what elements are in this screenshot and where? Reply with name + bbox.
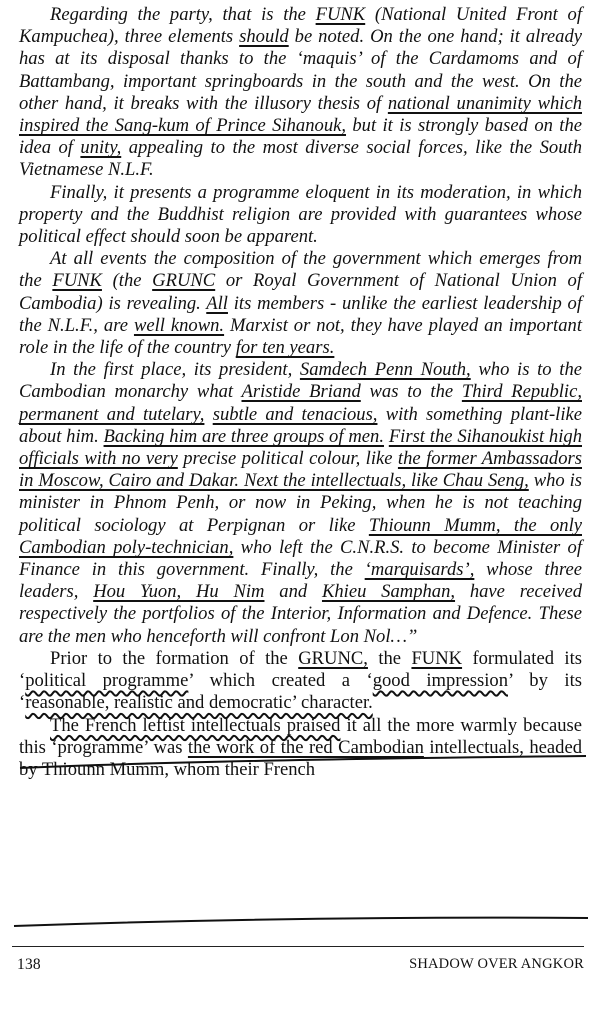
text-run: Marxist or not, they have played an important role in the life of the country xyxy=(19,314,582,359)
quote-paragraph-4 xyxy=(19,359,582,648)
text-run: precise political colour, like xyxy=(177,448,398,470)
quote-paragraph-1 xyxy=(19,4,582,182)
underlined-funk: FUNK xyxy=(411,647,463,669)
underlined-permanent-tutelary: permanent and tutelary, xyxy=(19,403,205,425)
text-run: intellectuals, headed by Thiounn Mumm, whom their French xyxy=(19,736,582,780)
underlined-subtle-tenacious: subtle and tenacious, xyxy=(212,403,378,425)
underlined-marquisards: ‘marquisards’, xyxy=(364,559,475,581)
underlined-for-ten-years: for ten years. xyxy=(235,337,335,359)
underlined-reasonable-realistic: reasonable, realistic and democratic’ character. xyxy=(25,692,373,714)
body-text xyxy=(19,4,582,781)
underlined-funk: FUNK xyxy=(52,270,102,292)
underlined-work-of-red-cambodian: the work of the red Cambodian xyxy=(187,736,424,758)
underlined-political-programme: political programme xyxy=(25,670,189,692)
text-run: its members - unlike the earliest leadership of the N.L.F., are xyxy=(19,292,582,336)
text-run: ’ which created a ‘ xyxy=(188,670,373,692)
quote-paragraph-3 xyxy=(19,248,582,359)
underlined-well-known: well known. xyxy=(133,314,225,336)
text-run: who left the C.N.R.S. to become Minister of Finance in this government. Finally, the xyxy=(19,536,582,581)
underlined-should: should xyxy=(239,26,289,48)
pen-underline-mark xyxy=(14,918,588,926)
underlined-funk: FUNK xyxy=(315,4,366,25)
underlined-good-impression: good impression xyxy=(372,670,508,692)
text-run: with something plant-like about him. xyxy=(19,403,583,447)
text-run xyxy=(204,404,212,425)
quote-paragraph-2: Finally, it presents a programme eloquent in its moderation, in which property and the Buddhist religion are provided with guarantees whose political effect should soon be apparent. xyxy=(19,181,582,248)
text-run: it all the more warmly because this ‘programme’ was xyxy=(19,714,582,758)
underlined-grunc: GRUNC, xyxy=(298,647,368,669)
underlined-unity: unity, xyxy=(80,137,122,159)
text-run: Regarding the party, that is the xyxy=(50,4,316,25)
text-run: ’ by its ‘ xyxy=(19,670,582,714)
text-run: Prior to the formation of the xyxy=(50,647,299,669)
underlined-samdech-penn-nouth: Samdech Penn Nouth, xyxy=(299,359,471,381)
underlined-grunc: GRUNC xyxy=(152,270,216,292)
underlined-aristide-briand: Aristide Briand xyxy=(241,381,361,403)
text-run: or Royal Government of National Union of Cambodia) is revealing. xyxy=(19,270,582,314)
page-footer xyxy=(17,956,584,974)
text-run: be noted. On the one hand; it already has at its disposal thanks to the ‘maquis’ of the Cardamoms and of Battambang, important springboards in the south and the west. On the other hand, it breaks with the illusory thesis of xyxy=(19,26,582,114)
body-paragraph-2 xyxy=(19,715,582,782)
text-run: In the first place, its president, xyxy=(50,359,300,381)
underlined-national-unanimity: national unanimity which inspired the Sang-kum of Prince Sihanouk, xyxy=(19,92,582,137)
text-run: who is to the Cambodian monarchy what xyxy=(19,359,582,403)
underlined-sihanoukist-officials: First the Sihanoukist high officials with no very xyxy=(19,425,582,470)
text-run: have received respectively the portfolios of the Interior, Information and Defence. These are the men who henceforth will confront Lon Nol…” xyxy=(19,581,583,647)
text-run: and xyxy=(264,581,322,603)
underlined-third-republic: Third Republic, xyxy=(461,381,582,403)
underlined-hou-yuon-hu-nim: Hou Yuon, Hu Nim xyxy=(93,581,265,603)
page-number: 138 xyxy=(17,956,41,973)
underlined-ambassadors-intellectuals: the former Ambassadors in Moscow, Cairo and Dakar. Next the intellectuals, like Chau Seng, xyxy=(19,448,582,492)
underlined-all: All xyxy=(206,292,228,314)
underlined-khieu-samphan: Khieu Samphan, xyxy=(321,581,456,603)
text-run: At all events the composition of the government which emerges from the xyxy=(19,248,582,292)
text-run: who is minister in Phnom Penh, or now in Peking, when he is not teaching political sociology at Perpignan or like xyxy=(19,470,583,536)
text-run: formulated its ‘ xyxy=(19,647,582,692)
text-run: (the xyxy=(101,270,153,292)
underlined-french-leftist-intellectuals: The French leftist intellectuals praised xyxy=(50,714,341,736)
underlined-thiounn-mumm: Thiounn Mumm, the only Cambodian poly-technician, xyxy=(19,514,582,558)
underlined-backing-him: Backing him are three groups of men. xyxy=(103,425,384,447)
text-run: but it is strongly based on the idea of xyxy=(19,115,582,159)
text-run: the xyxy=(367,647,412,669)
text-run: whose three leaders, xyxy=(19,559,583,603)
running-title: SHADOW OVER ANGKOR xyxy=(409,956,584,972)
footer-rule xyxy=(12,946,584,947)
body-paragraph-1 xyxy=(19,648,582,715)
text-run: appealing to the most diverse social forces, like the South Vietnamese N.L.F. xyxy=(19,137,582,181)
text-run: was to the xyxy=(360,381,462,403)
text-run: (National United Front of Kampuchea), three elements xyxy=(19,4,582,48)
